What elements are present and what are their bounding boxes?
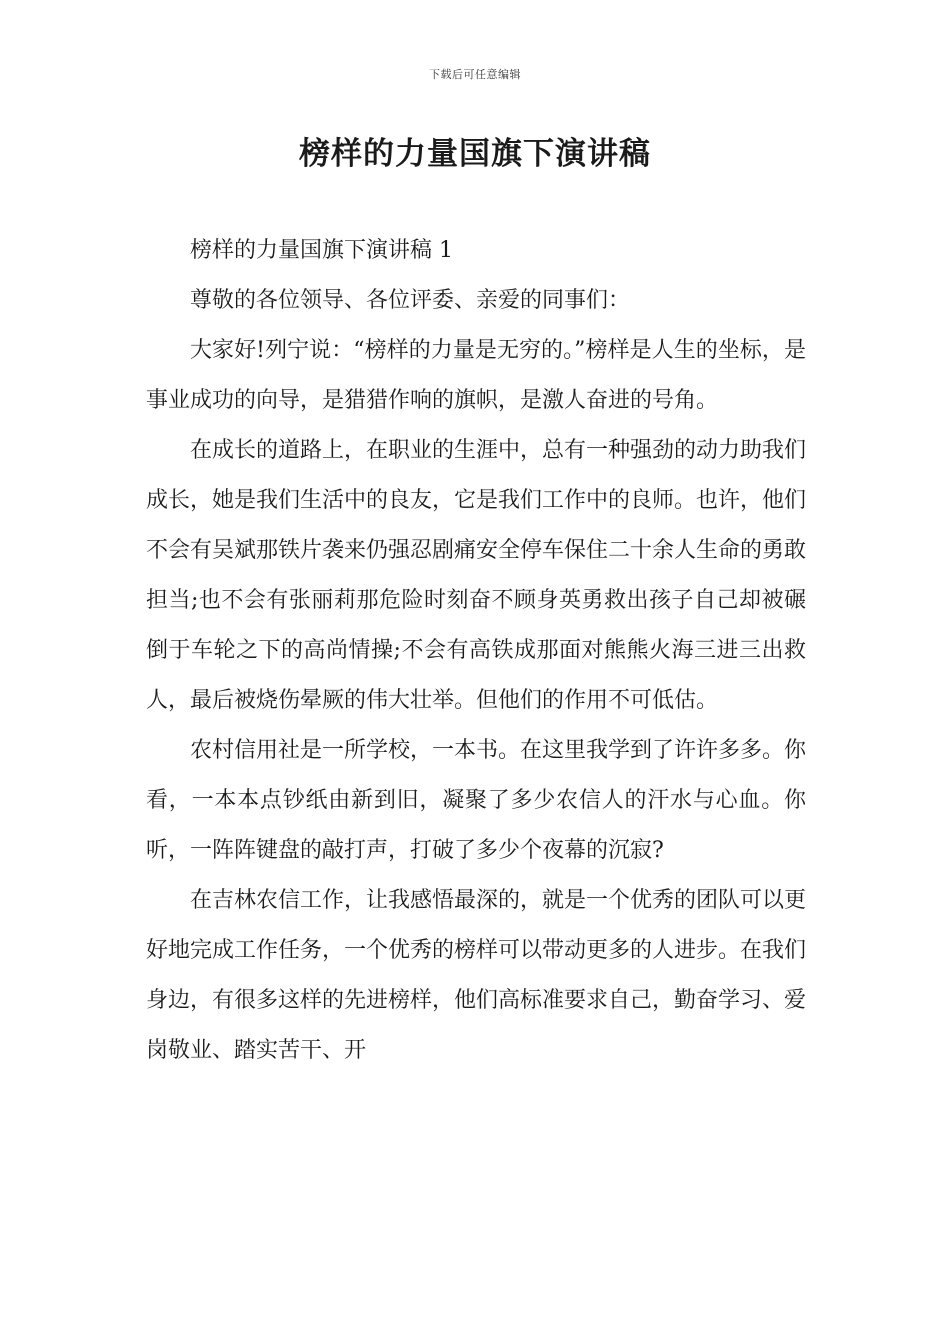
page-header-note: 下载后可任意编辑 <box>429 68 521 81</box>
paragraph: 大家好!列宁说：“榜样的力量是无穷的。”榜样是人生的坐标，是事业成功的向导，是猎猎作响的旗帜，是激人奋进的号角。 <box>146 338 806 413</box>
paragraph-salutation: 尊敬的各位领导、各位评委、亲爱的同事们： <box>190 288 631 313</box>
document-title: 榜样的力量国旗下演讲稿 <box>299 136 651 172</box>
paragraph: 农村信用社是一所学校，一本书。在这里我学到了许许多多。你看，一本本点钞纸由新到旧，凝聚了多少农信人的汗水与心血。你听，一阵阵键盘的敲打声，打破了多少个夜幕的沉寂? <box>146 738 807 863</box>
document-body <box>146 226 806 1076</box>
paragraph: 在成长的道路上，在职业的生涯中，总有一种强劲的动力助我们成长，她是我们生活中的良友，它是我们工作中的良师。也许，他们不会有吴斌那铁片袭来仍强忍剧痛安全停车保住二十余人生命的勇敢担当;也不会有张丽莉那危险时刻奋不顾身英勇救出孩子自己却被碾倒于车轮之下的高尚情操;不会有高铁成那面对熊熊火海三进三出救人，最后被烧伤晕厥的伟大壮举。但他们的作用不可低估。 <box>146 438 807 713</box>
paragraph: 在吉林农信工作，让我感悟最深的，就是一个优秀的团队可以更好地完成工作任务，一个优秀的榜样可以带动更多的人进步。在我们身边，有很多这样的先进榜样，他们高标准要求自己，勤奋学习、爱岗敬业、踏实苦干、开 <box>146 888 807 1063</box>
paragraph-subtitle: 榜样的力量国旗下演讲稿 1 <box>190 238 453 263</box>
